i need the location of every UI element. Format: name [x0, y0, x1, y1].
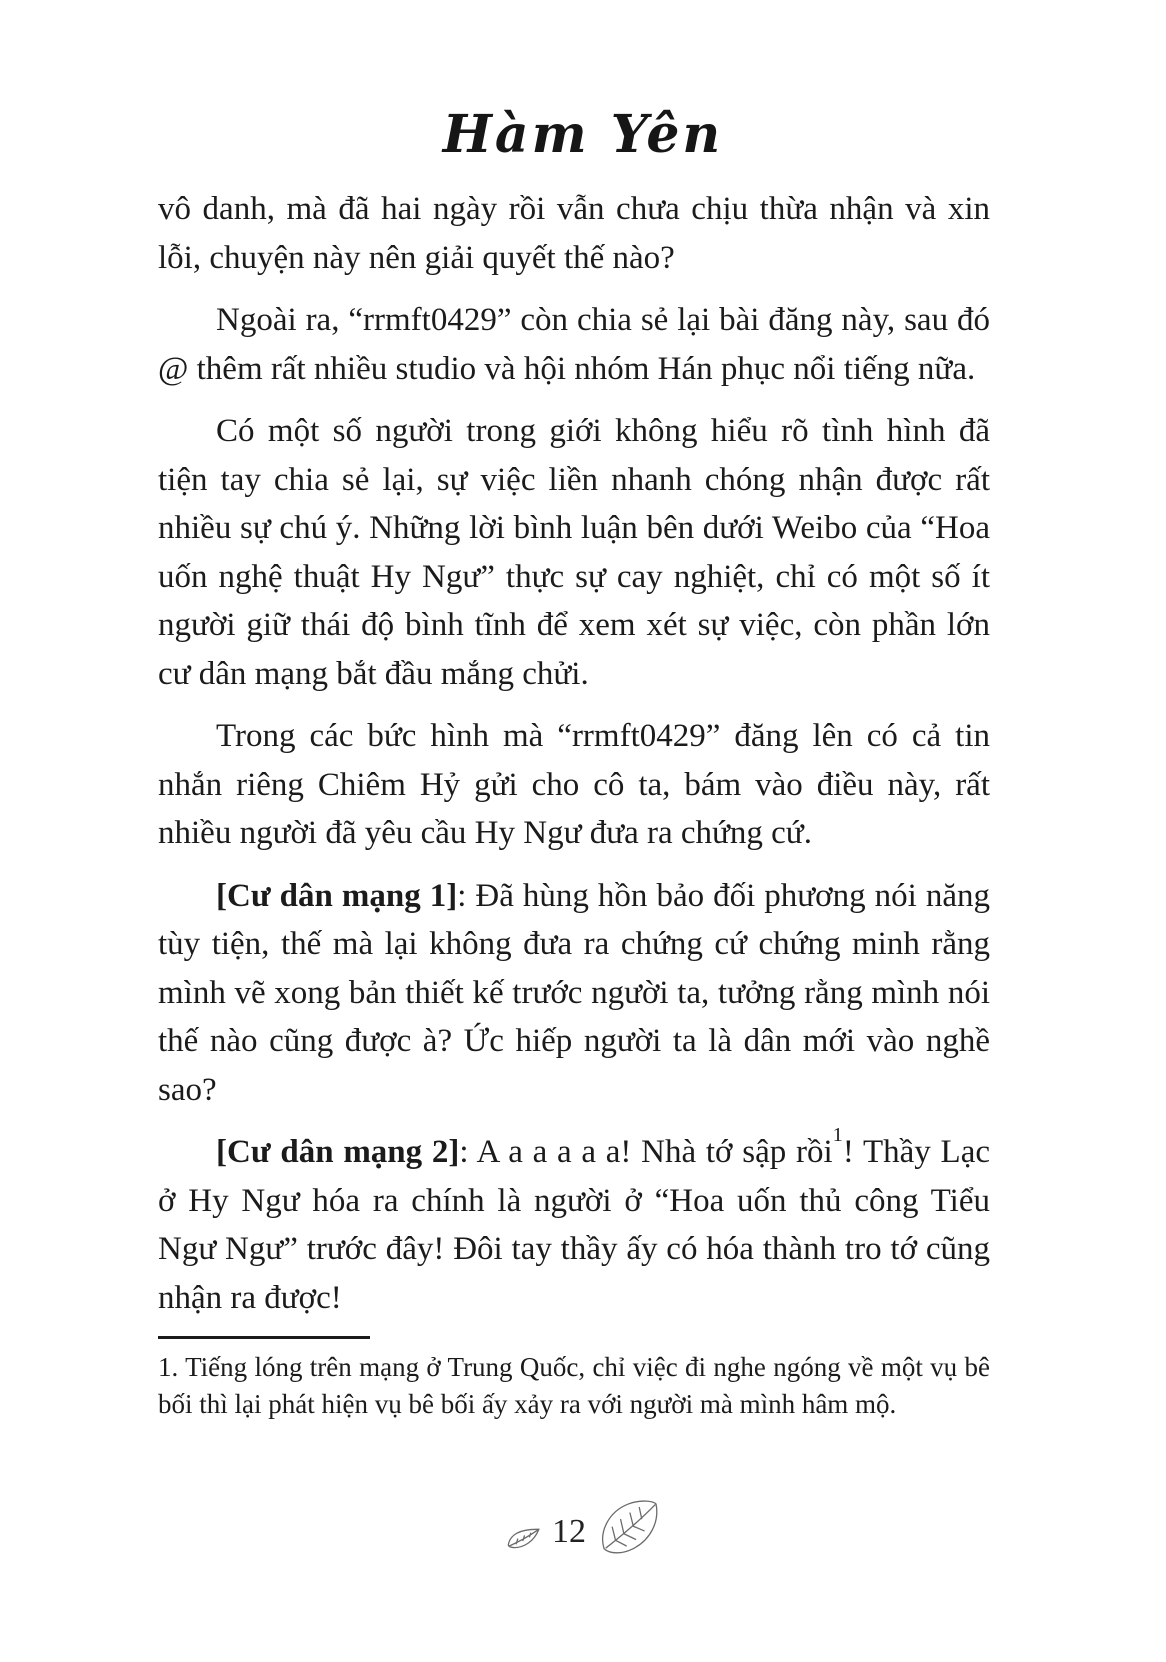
paragraph-text: Ngoài ra, “rrmft0429” còn chia sẻ lại bài đăng này, sau đó @ thêm rất nhiều studio và hội nhóm Hán phục nổi tiếng nữa. [158, 302, 990, 387]
paragraph [158, 407, 990, 698]
page-footer [0, 1502, 1166, 1562]
paragraph-text: ! Thầy Lạc ở Hy Ngư hóa ra chính là người ở “Hoa uốn thủ công Tiểu Ngư Ngư” trước đây! Đôi tay thầy ấy có hóa thành tro tớ cũng nhận ra được! [158, 1134, 990, 1316]
paragraph-text: vô danh, mà đã hai ngày rồi vẫn chưa chịu thừa nhận và xin lỗi, chuyện này nên giải quyết thế nào? [158, 191, 990, 276]
page-number: 12 [552, 1513, 586, 1550]
paragraph [158, 712, 990, 858]
footnote-reference: 1 [832, 1123, 843, 1146]
paragraph-text: : Đã hùng hồn bảo đối phương nói năng tùy tiện, thế mà lại không đưa ra chứng cứ chứng minh rằng mình vẽ xong bản thiết kế trước người ta, tưởng rằng mình nói thế nào cũng được à? Ức hiếp người ta là dân mới vào nghề sao? [158, 877, 990, 1108]
leaf-icon [595, 1496, 664, 1559]
paragraph [158, 296, 990, 393]
body-text [158, 185, 990, 1322]
paragraph-text: : A a a a a a! Nhà tớ sập rồi [459, 1134, 833, 1170]
paragraph [158, 185, 990, 282]
paragraph-text: Có một số người trong giới không hiểu rõ tình hình đã tiện tay chia sẻ lại, sự việc liền nhanh chóng nhận được rất nhiều sự chú ý. Những lời bình luận bên dưới Weibo của “Hoa uốn nghệ thuật Hy Ngư” thực sự cay nghiệt, chỉ có một số ít người giữ thái độ bình tĩnh để xem xét sự việc, còn phần lớn cư dân mạng bắt đầu mắng chửi. [158, 413, 990, 692]
leaf-icon [503, 1523, 544, 1553]
footnote: 1. Tiếng lóng trên mạng ở Trung Quốc, chỉ việc đi nghe ngóng về một vụ bê bối thì lại phát hiện vụ bê bối ấy xảy ra với người mà mình hâm mộ. [158, 1352, 990, 1419]
running-head: Hàm Yên [442, 104, 724, 165]
netizen-label: [Cư dân mạng 2] [216, 1134, 460, 1170]
footnote-separator [158, 1336, 370, 1339]
netizen-label: [Cư dân mạng 1] [216, 877, 458, 914]
paragraph [158, 1123, 990, 1322]
paragraph-text: Trong các bức hình mà “rrmft0429” đăng lên có cả tin nhắn riêng Chiêm Hỷ gửi cho cô ta, bám vào điều này, rất nhiều người đã yêu cầu Hy Ngư đưa ra chứng cứ. [158, 718, 990, 851]
paragraph [158, 872, 990, 1115]
